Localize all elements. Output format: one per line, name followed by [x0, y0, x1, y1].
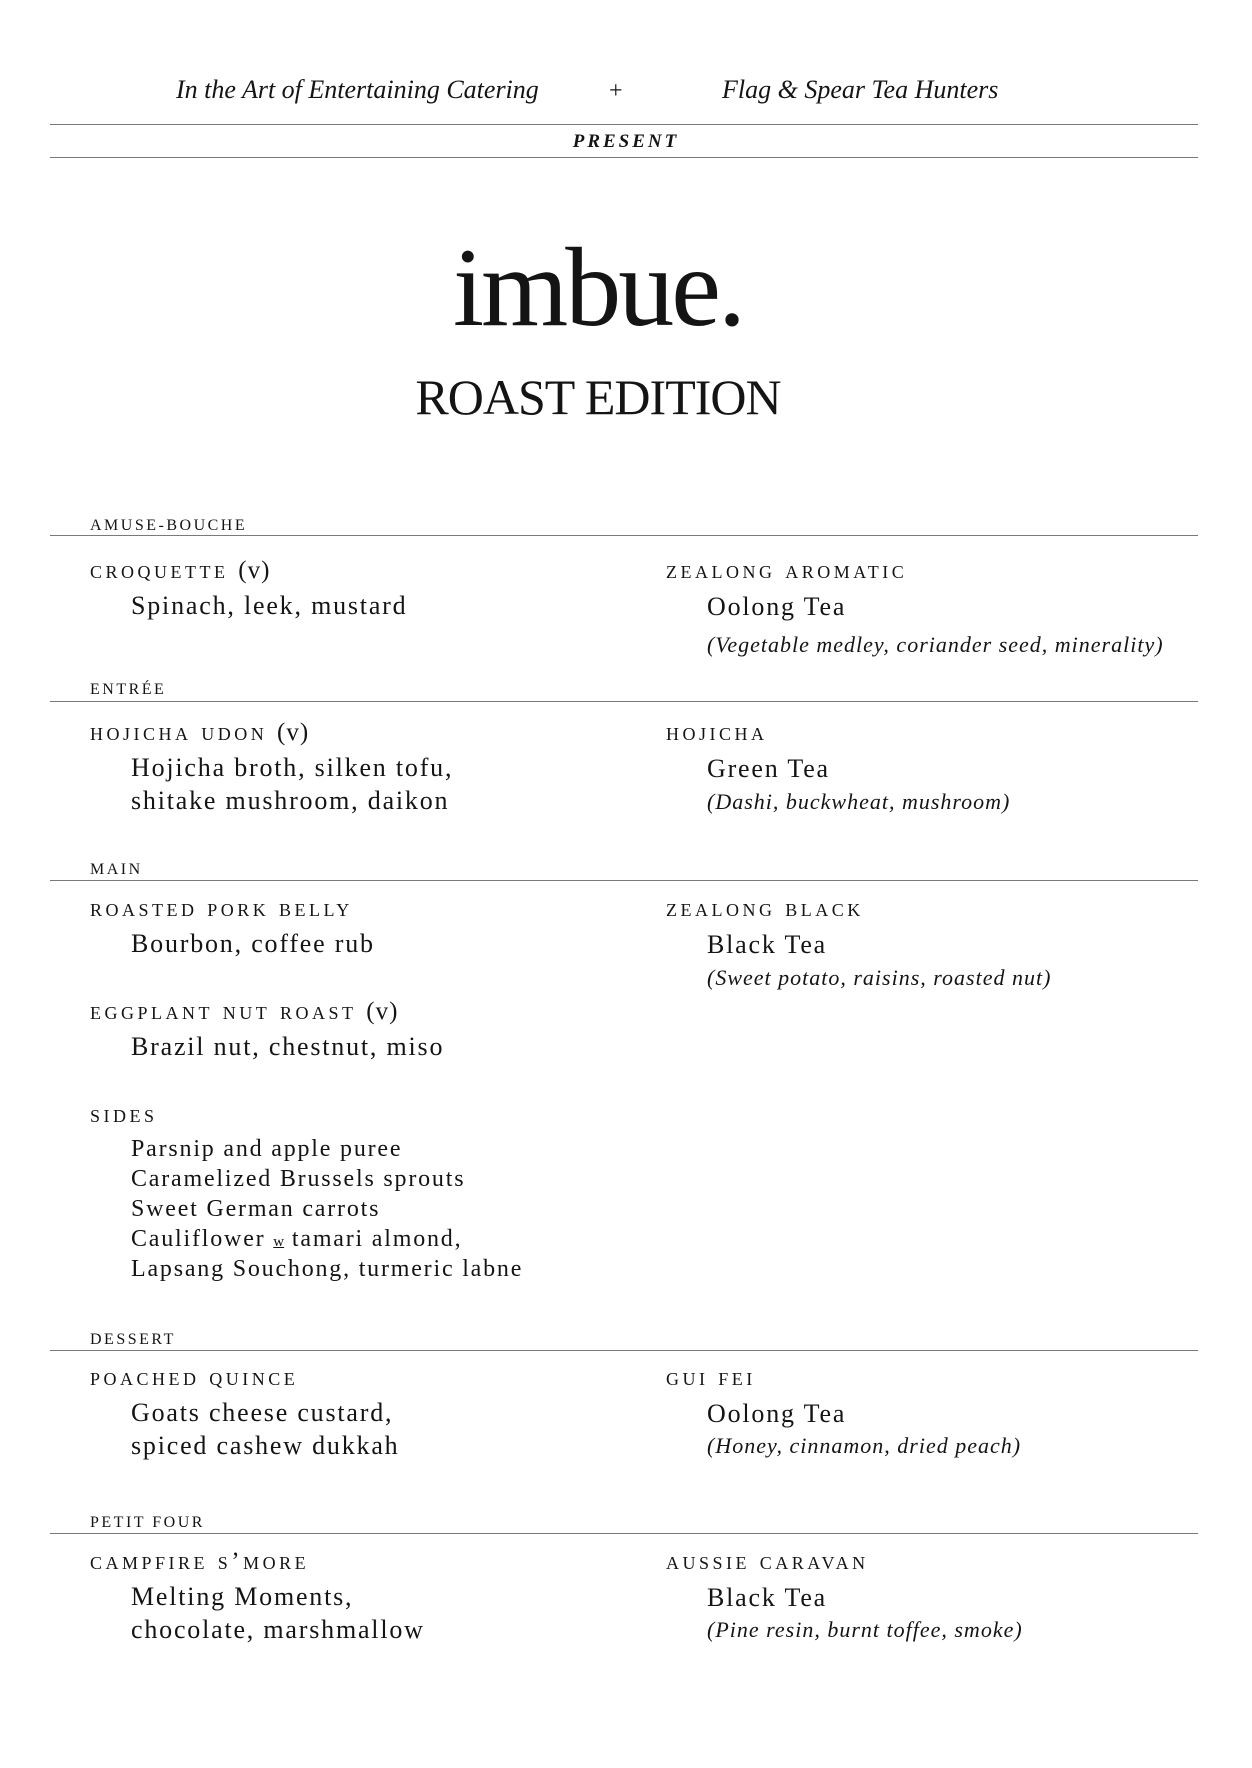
- dish-description-line: Brazil nut, chestnut, miso: [131, 1032, 445, 1061]
- menu-title: imbue.: [453, 226, 743, 350]
- side-item: Sweet German carrots: [131, 1196, 381, 1222]
- tea-type: Black Tea: [707, 1583, 828, 1612]
- dish-description-line: Bourbon, coffee rub: [131, 929, 375, 958]
- sides-list: [131, 1134, 523, 1284]
- dish-title: croquette: [90, 557, 229, 584]
- tea-name: aussie caravan: [666, 1548, 869, 1575]
- section-rule: [50, 1350, 1198, 1351]
- dish-description: [131, 751, 453, 817]
- dish-description-line: Hojicha broth, silken tofu,: [131, 753, 454, 782]
- dish-description-line: chocolate, marshmallow: [131, 1615, 425, 1644]
- section-rule: [50, 701, 1198, 702]
- dish-description: [131, 1030, 444, 1063]
- tea-partner-name: Flag & Spear Tea Hunters: [722, 75, 999, 104]
- dish-name: [90, 558, 270, 583]
- present-label: PRESENT: [572, 131, 680, 152]
- tea-notes: (Sweet potato, raisins, roasted nut): [707, 965, 1052, 990]
- header-rule-bottom: [50, 157, 1198, 158]
- tea-type: Black Tea: [707, 930, 828, 959]
- tea-notes: (Pine resin, burnt toffee, smoke): [707, 1617, 1023, 1642]
- dish-title: hojicha udon: [90, 719, 268, 746]
- section-label-dessert: DESSERT: [90, 1331, 176, 1348]
- side-item-text: Cauliflower: [131, 1226, 266, 1252]
- tea-name: zealong aromatic: [666, 557, 908, 584]
- tea-type: Oolong Tea: [707, 592, 847, 621]
- header: [0, 75, 1252, 115]
- dish-description: [131, 1396, 399, 1462]
- header-rule-top: [50, 124, 1198, 125]
- dish-title: poached quince: [90, 1364, 299, 1391]
- dish-description-line: Spinach, leek, mustard: [131, 591, 408, 620]
- section-label-entree: ENTRÉE: [90, 681, 167, 698]
- section-label-petit-four: PETIT FOUR: [90, 1514, 205, 1531]
- dish-description-line: shitake mushroom, daikon: [131, 786, 450, 815]
- section-rule: [50, 535, 1198, 536]
- tea-notes: (Dashi, buckwheat, mushroom): [707, 789, 1011, 814]
- vegetarian-marker: (v): [366, 998, 399, 1025]
- dish-description: [131, 927, 375, 960]
- section-label-amuse-bouche: AMUSE-BOUCHE: [90, 517, 248, 534]
- dish-title: roasted pork belly: [90, 895, 353, 922]
- side-item: Parsnip and apple puree: [131, 1136, 403, 1162]
- plus-sign: +: [609, 78, 623, 104]
- sides-heading: sides: [90, 1101, 158, 1128]
- tea-notes: (Honey, cinnamon, dried peach): [707, 1433, 1022, 1458]
- dish-name: [90, 1549, 309, 1574]
- menu-subtitle: ROAST EDITION: [415, 369, 781, 425]
- side-item: Lapsang Souchong, turmeric labne: [131, 1256, 524, 1282]
- dish-description-line: Goats cheese custard,: [131, 1398, 394, 1427]
- section-rule: [50, 880, 1198, 881]
- caterer-name: In the Art of Entertaining Catering: [176, 75, 539, 104]
- dish-description: [131, 1580, 425, 1646]
- tea-type: Oolong Tea: [707, 1399, 847, 1428]
- vegetarian-marker: (v): [238, 557, 271, 584]
- tea-name: gui fei: [666, 1364, 756, 1391]
- vegetarian-marker: (v): [277, 719, 310, 746]
- dish-description: [131, 589, 407, 622]
- tea-name: zealong black: [666, 895, 864, 922]
- tea-notes: (Vegetable medley, coriander seed, minerality): [707, 632, 1164, 657]
- side-item-text: tamari almond,: [291, 1226, 463, 1252]
- dish-title: campfire s’more: [90, 1548, 310, 1575]
- dish-name: [90, 720, 309, 745]
- tea-type: Green Tea: [707, 754, 830, 783]
- side-item: [131, 1224, 523, 1254]
- section-label-main: MAIN: [90, 861, 143, 878]
- section-rule: [50, 1533, 1198, 1534]
- dish-title: eggplant nut roast: [90, 998, 357, 1025]
- dish-name: [90, 1365, 298, 1390]
- tea-name: hojicha: [666, 719, 768, 746]
- dish-name: [90, 999, 398, 1024]
- side-item: Caramelized Brussels sprouts: [131, 1166, 466, 1192]
- dish-description-line: Melting Moments,: [131, 1582, 354, 1611]
- dish-name: [90, 896, 353, 921]
- dish-description-line: spiced cashew dukkah: [131, 1431, 400, 1460]
- with-abbreviation: w: [273, 1234, 285, 1250]
